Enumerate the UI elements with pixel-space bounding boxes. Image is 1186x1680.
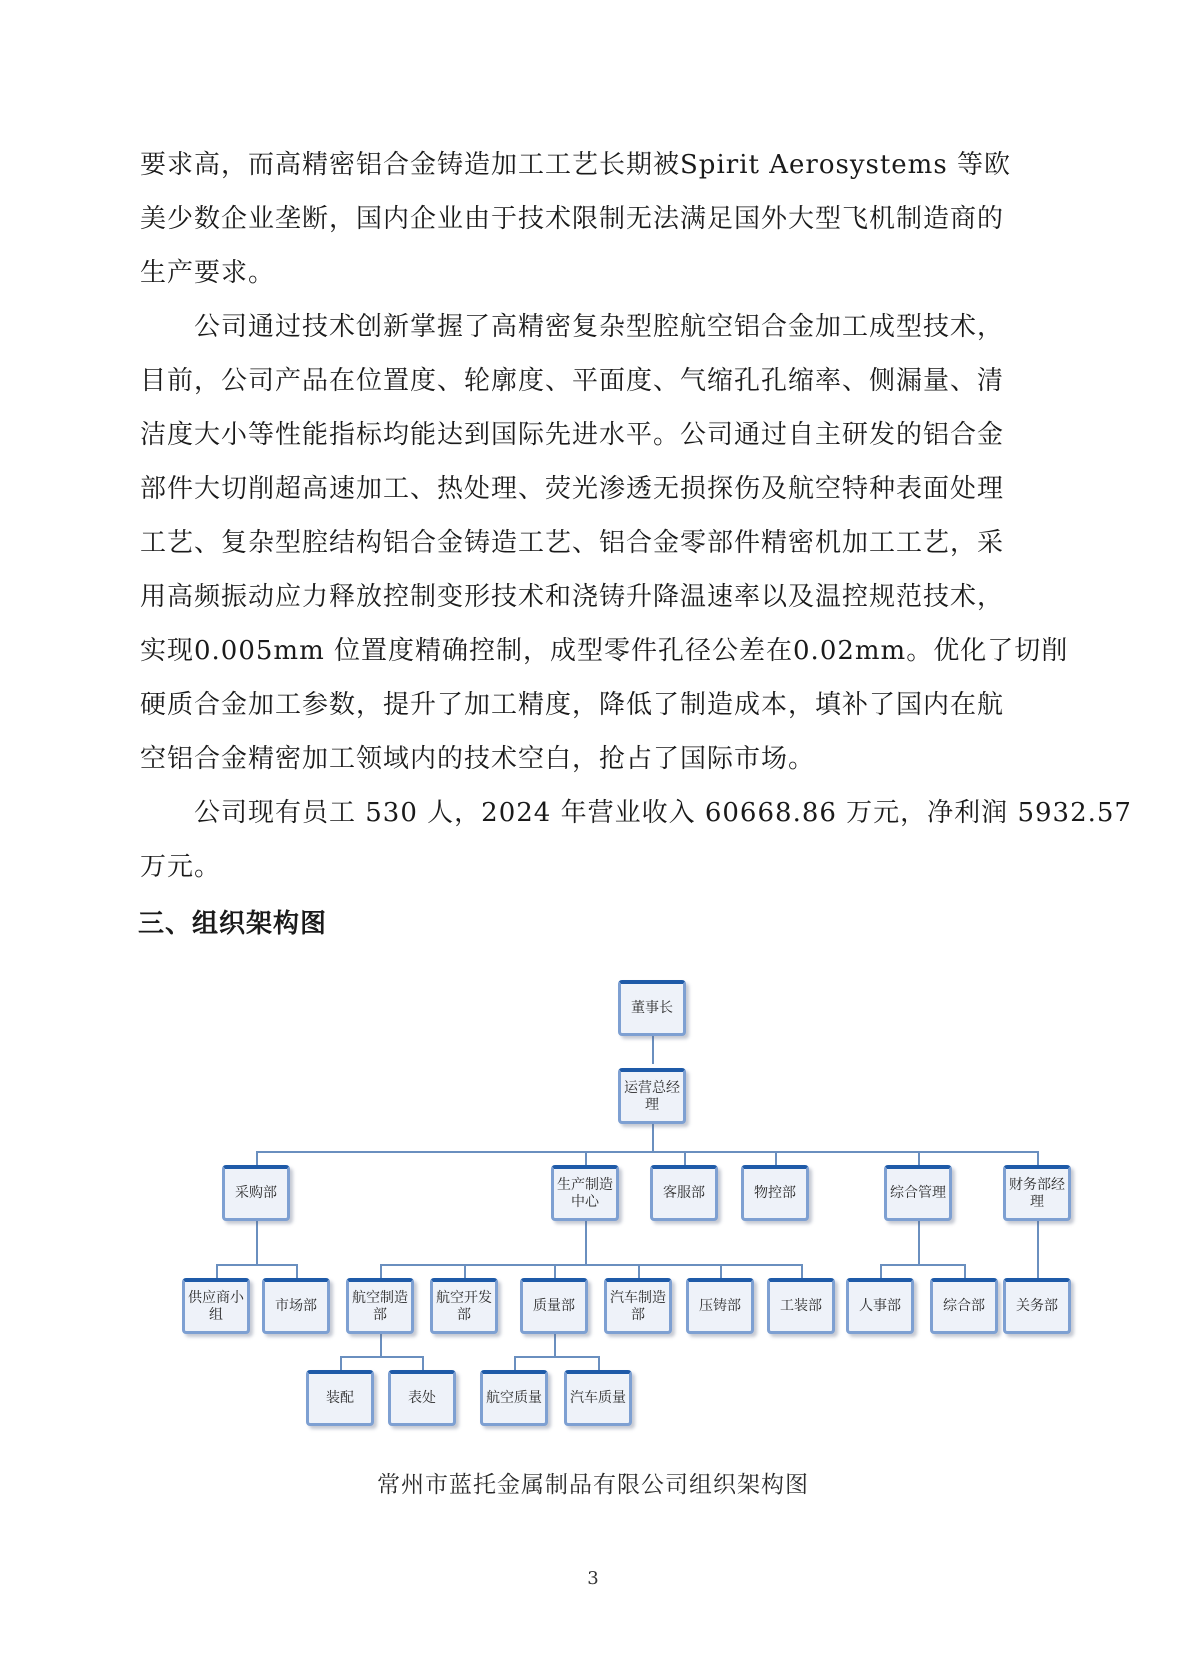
connector [216,1264,296,1266]
connector [340,1356,342,1370]
paragraph-line: 目前，公司产品在位置度、轮廓度、平面度、气缩孔孔缩率、侧漏量、清 [140,366,1005,396]
connector [1037,1221,1039,1278]
connector [464,1264,466,1278]
section-heading: 三、组织架构图 [138,909,328,939]
org-node-die-casting: 压铸部 [686,1278,754,1334]
org-node-general-management: 综合管理 [884,1165,952,1221]
org-node-general-manager: 运营总经理 [618,1068,686,1124]
connector [918,1151,920,1165]
org-node-assembly: 装配 [306,1370,374,1426]
connector [380,1333,382,1357]
org-node-aviation-manufacturing: 航空制造部 [346,1278,414,1334]
connector [554,1264,556,1278]
org-node-production: 生产制造中心 [551,1165,619,1221]
org-node-supplier-group: 供应商小组 [182,1278,250,1334]
org-node-surface-treatment: 表处 [388,1370,456,1426]
paragraph-line: 实现0.005mm 位置度精确控制，成型零件孔径公差在0.02mm。优化了切削 [140,636,1069,666]
connector [684,1151,686,1165]
connector [880,1264,882,1278]
connector [638,1264,640,1278]
paragraph-line: 用高频振动应力释放控制变形技术和浇铸升降温速率以及温控规范技术， [140,582,1005,612]
paragraph-line: 要求高，而高精密铝合金铸造加工工艺长期被Spirit Aerosystems 等欧 [140,150,1011,180]
org-node-aviation-quality: 航空质量 [480,1370,548,1426]
connector [422,1356,424,1370]
connector [720,1264,722,1278]
connector [585,1221,587,1265]
connector [585,1151,587,1165]
paragraph-line: 洁度大小等性能指标均能达到国际先进水平。公司通过自主研发的铝合金 [140,420,1005,450]
connector [256,1221,258,1265]
org-node-customer-service: 客服部 [650,1165,718,1221]
connector [514,1356,598,1358]
connector [652,1036,654,1064]
paragraph-line: 公司现有员工 530 人，2024 年营业收入 60668.86 万元，净利润 5932.57 [140,798,1132,828]
connector [380,1264,382,1278]
paragraph-line: 生产要求。 [140,258,276,288]
connector [801,1264,803,1278]
org-node-quality: 质量部 [520,1278,588,1334]
connector [514,1356,516,1370]
org-node-material-control: 物控部 [741,1165,809,1221]
org-node-auto-quality: 汽车质量 [564,1370,632,1426]
figure-caption: 常州市蓝托金属制品有限公司组织架构图 [377,1472,809,1498]
org-node-marketing: 市场部 [262,1278,330,1334]
paragraph-line: 公司通过技术创新掌握了高精密复杂型腔航空铝合金加工成型技术， [140,312,1005,342]
connector [554,1333,556,1357]
connector [340,1356,422,1358]
connector [296,1264,298,1278]
org-node-auto-manufacturing: 汽车制造部 [604,1278,672,1334]
org-node-purchasing: 采购部 [222,1165,290,1221]
connector [918,1221,920,1265]
paragraph-line: 部件大切削超高速加工、热处理、荧光渗透无损探伤及航空特种表面处理 [140,474,1005,504]
paragraph-line: 万元。 [140,852,222,882]
connector [964,1264,966,1278]
page-number: 3 [587,1568,599,1589]
connector [775,1151,777,1165]
connector [880,1264,964,1266]
paragraph-line: 美少数企业垄断，国内企业由于技术限制无法满足国外大型飞机制造商的 [140,204,1005,234]
org-node-finance: 财务部经理 [1003,1165,1071,1221]
paragraph-line: 硬质合金加工参数，提升了加工精度，降低了制造成本，填补了国内在航 [140,690,1005,720]
paragraph-line: 工艺、复杂型腔结构铝合金铸造工艺、铝合金零部件精密机加工工艺，采 [140,528,1005,558]
connector [380,1264,801,1266]
org-node-general-affairs: 综合部 [930,1278,998,1334]
connector [598,1356,600,1370]
org-node-aviation-development: 航空开发部 [430,1278,498,1334]
org-node-hr: 人事部 [846,1278,914,1334]
connector [1037,1151,1039,1165]
connector [256,1151,258,1165]
org-node-chairman: 董事长 [618,980,686,1036]
org-node-tooling: 工装部 [767,1278,835,1334]
org-node-customs: 关务部 [1003,1278,1071,1334]
connector [652,1124,654,1152]
paragraph-line: 空铝合金精密加工领域内的技术空白，抢占了国际市场。 [140,744,816,774]
connector [216,1264,218,1278]
connector [256,1151,1038,1153]
